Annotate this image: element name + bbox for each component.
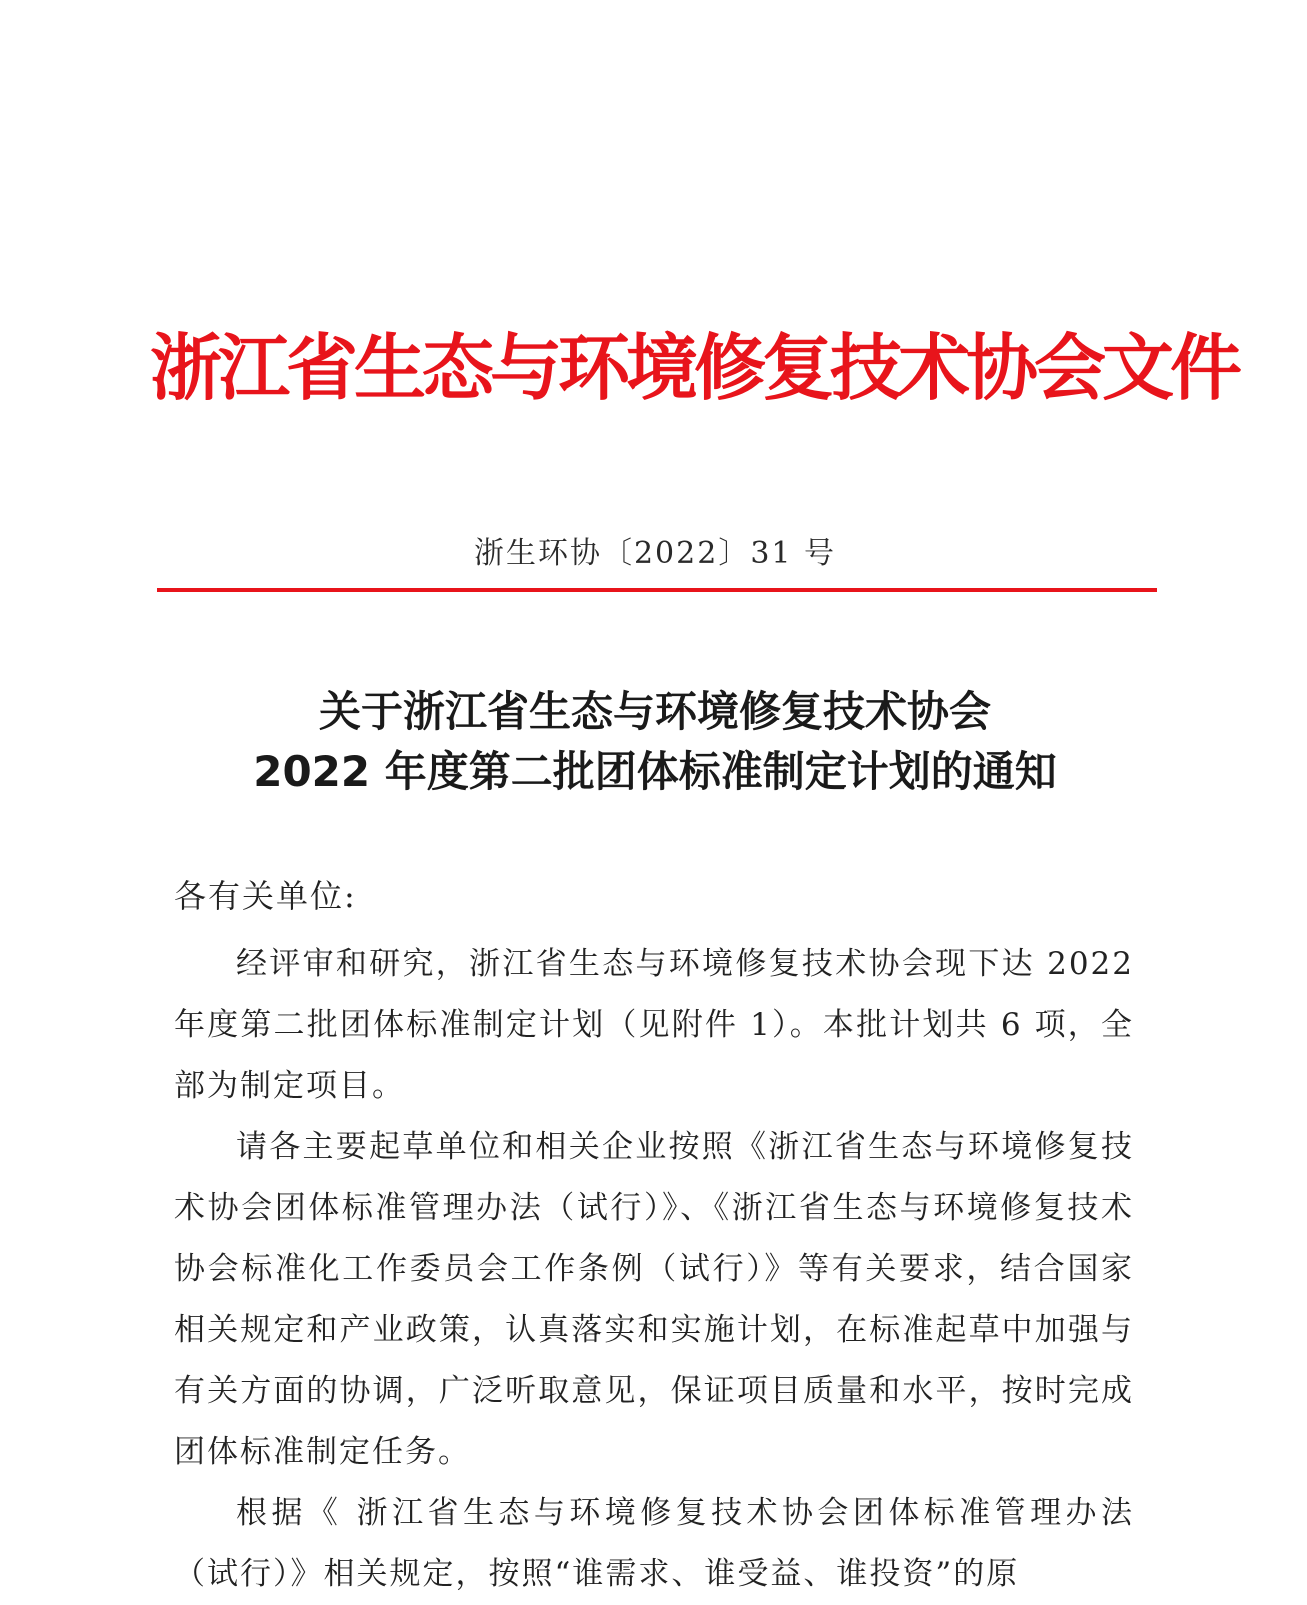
document-title-line-2: 2022 年度第二批团体标准制定计划的通知 <box>253 747 1057 796</box>
body-paragraph-3: 根据《 浙江省生态与环境修复技术协会团体标准管理办法（试行）》相关规定，按照“谁需求、谁受益、谁投资”的原 <box>174 1495 1134 1592</box>
salutation: 各有关单位: <box>174 877 357 915</box>
body-paragraph-2: 请各主要起草单位和相关企业按照《浙江省生态与环境修复技术协会团体标准管理办法（试行）》、《浙江省生态与环境修复技术协会标准化工作委员会工作条例（试行）》等有关要求，结合国家相关规定和产业政策，认真落实和实施计划，在标准起草中加强与有关方面的协调，广泛听取意见，保证项目质量和水平，按时完成团体标准制定任务。 <box>174 1129 1134 1470</box>
body-paragraph-1: 经评审和研究，浙江省生态与环境修复技术协会现下达 2022 年度第二批团体标准制定计划（见附件 1）。本批计划共 6 项，全部为制定项目。 <box>174 946 1134 1104</box>
red-divider-line <box>157 588 1157 592</box>
document-number: 浙生环协〔2022〕31 号 <box>473 536 837 571</box>
issuer-header: 浙江省生态与环境修复技术协会文件 <box>150 326 1239 410</box>
document-title <box>150 682 1160 802</box>
body-text <box>174 934 1134 1605</box>
document-title-line-1: 关于浙江省生态与环境修复技术协会 <box>318 687 991 736</box>
